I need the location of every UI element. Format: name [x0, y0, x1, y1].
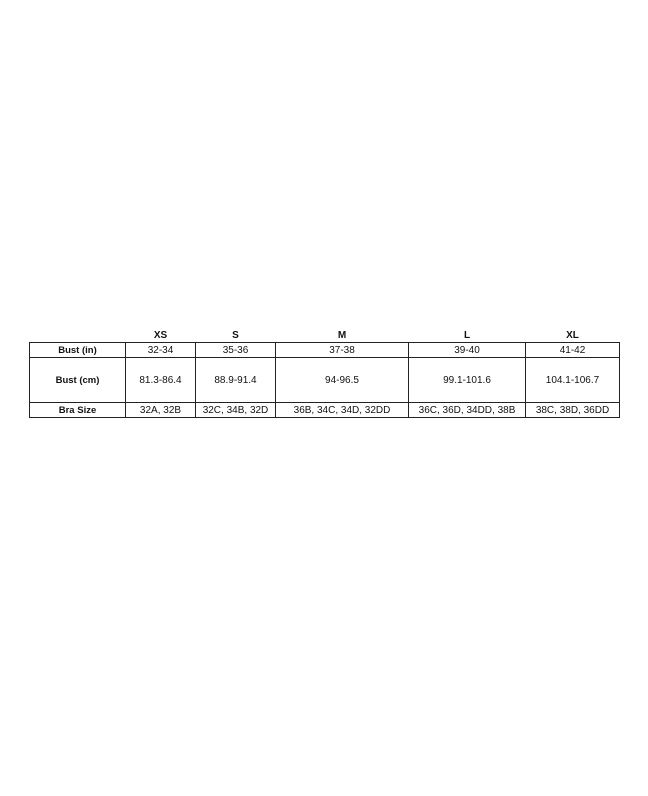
cell-bust-in-m: 37-38: [276, 343, 409, 358]
size-header-l: L: [463, 329, 471, 341]
cell-bust-in-xl: 41-42: [526, 343, 620, 358]
size-header-m: M: [337, 329, 347, 341]
cell-bra-size-xs: 32A, 32B: [126, 403, 196, 418]
size-header-row: [30, 326, 620, 343]
cell-bra-size-l: 36C, 36D, 34DD, 38B: [409, 403, 526, 418]
row-label-bust-in: Bust (in): [30, 343, 126, 358]
cell-bust-in-l: 39-40: [409, 343, 526, 358]
table-row-bust-in: [30, 343, 620, 358]
cell-bust-cm-xs: 81.3-86.4: [126, 358, 196, 403]
table-row-bust-cm: [30, 358, 620, 403]
corner-cell: [30, 326, 126, 343]
cell-bust-in-s: 35-36: [196, 343, 276, 358]
cell-bust-cm-l: 99.1-101.6: [409, 358, 526, 403]
cell-bust-cm-s: 88.9-91.4: [196, 358, 276, 403]
cell-bust-in-xs: 32-34: [126, 343, 196, 358]
size-header-s: S: [232, 329, 239, 341]
size-header-xs: XS: [153, 329, 168, 341]
cell-bra-size-m: 36B, 34C, 34D, 32DD: [276, 403, 409, 418]
cell-bra-size-s: 32C, 34B, 32D: [196, 403, 276, 418]
cell-bra-size-xl: 38C, 38D, 36DD: [526, 403, 620, 418]
cell-bust-cm-m: 94-96.5: [276, 358, 409, 403]
size-header-xl: XL: [566, 329, 579, 341]
size-chart-table: [29, 326, 620, 418]
table-row-bra-size: [30, 403, 620, 418]
row-label-bust-cm: Bust (cm): [30, 358, 126, 403]
row-label-bra-size: Bra Size: [30, 403, 126, 418]
cell-bust-cm-xl: 104.1-106.7: [526, 358, 620, 403]
